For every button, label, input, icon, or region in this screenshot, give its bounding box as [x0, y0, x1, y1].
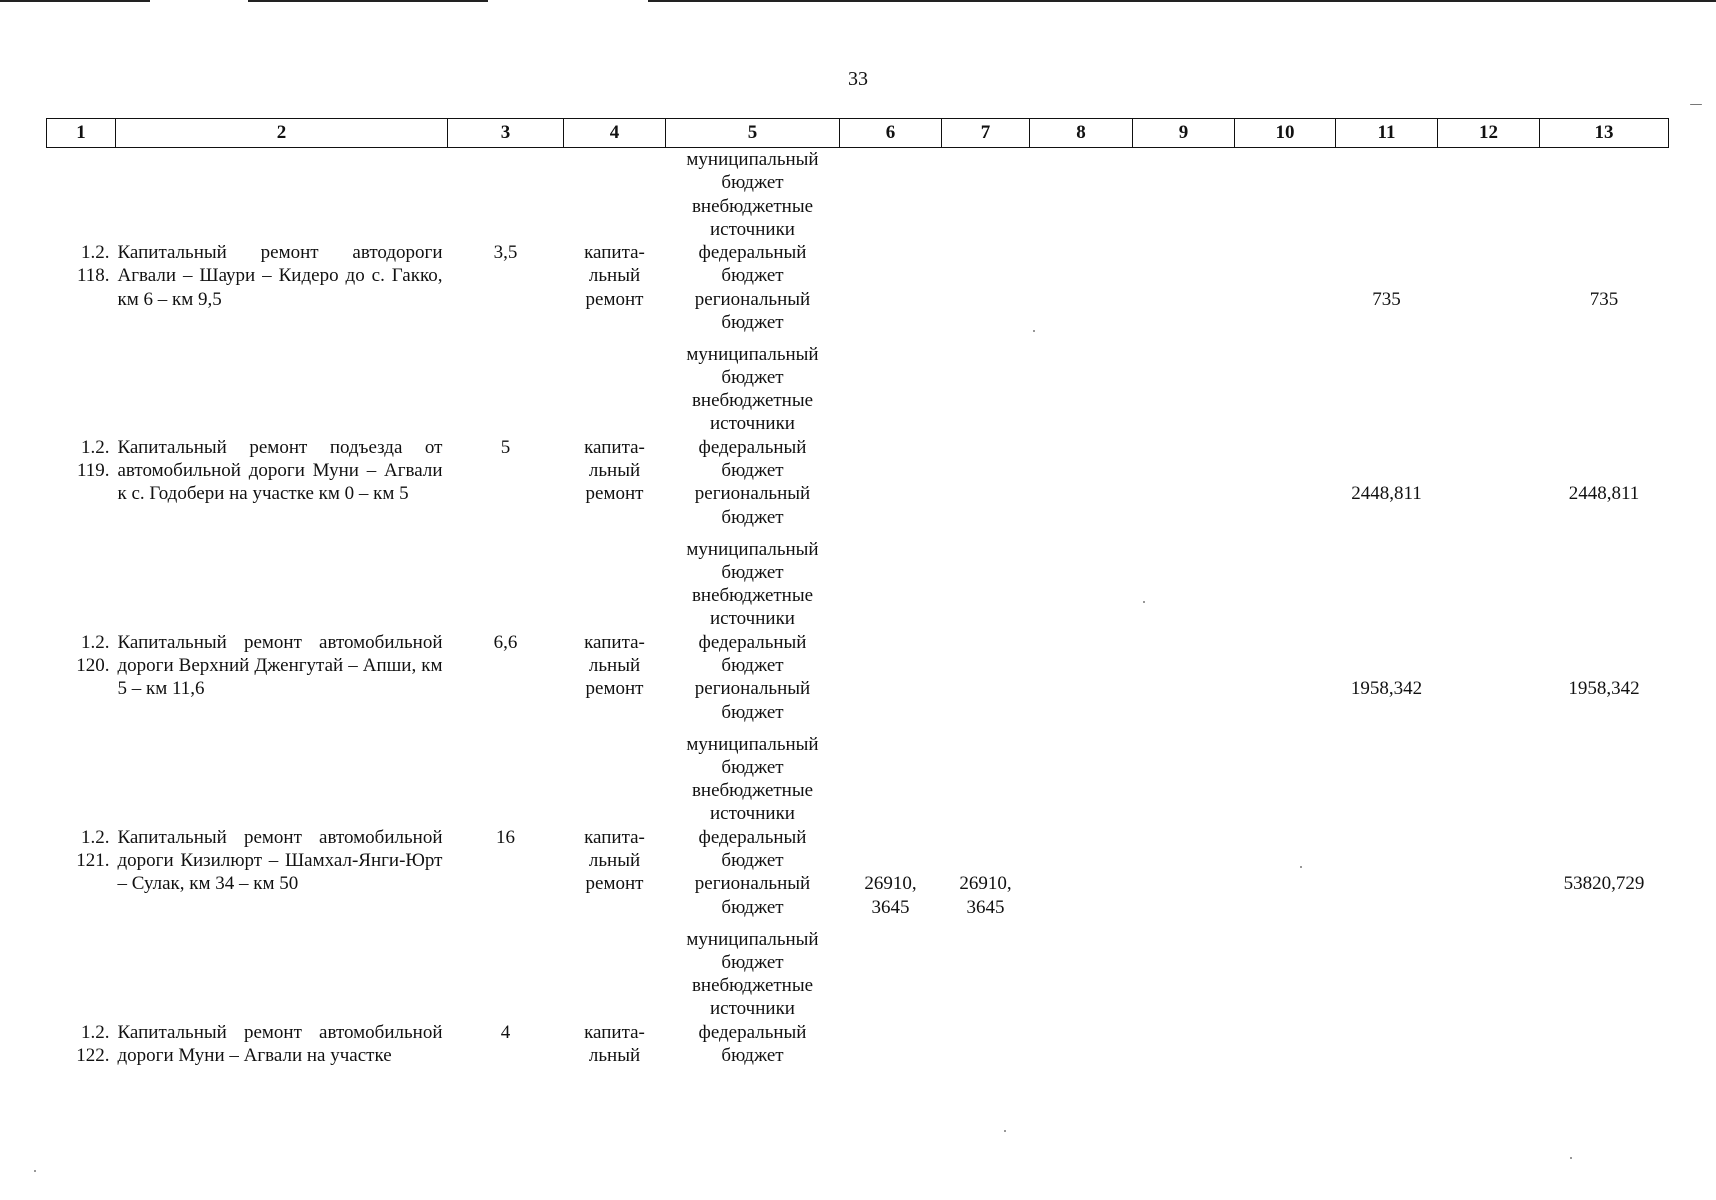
- funding-source-line: бюджет: [721, 265, 784, 287]
- funding-source-line: региональный: [694, 678, 811, 700]
- column-header: 8: [1030, 119, 1133, 148]
- empty-value-cell: [1235, 148, 1336, 343]
- funding-source-line: бюджет: [721, 459, 784, 481]
- funding-sources-cell: [666, 733, 840, 928]
- work-type-line: ремонт: [585, 678, 644, 700]
- work-type-line: льный: [588, 265, 641, 287]
- funding-sources-cell: [666, 148, 840, 343]
- length-cell: [448, 538, 564, 733]
- cell-spacer: [564, 148, 666, 241]
- funding-source-line: федеральный: [698, 1021, 807, 1043]
- empty-value-cell: [1438, 538, 1540, 733]
- empty-value-cell: [1133, 343, 1235, 538]
- empty-value-cell: [1235, 733, 1336, 928]
- object-name: Капитальный ремонт автодороги Агвали – Шаури – Кидеро до с. Гакко, км 6 – км 9,5: [117, 242, 443, 310]
- value-cell-c7: [942, 733, 1030, 928]
- cell-spacer: [564, 733, 666, 826]
- cell-spacer: [1336, 148, 1438, 288]
- empty-value-cell: [1133, 733, 1235, 928]
- empty-value-cell: [1235, 928, 1336, 1068]
- table-row: [47, 733, 1669, 928]
- funding-source-line: муниципальный: [686, 343, 819, 365]
- cell-spacer: [47, 538, 110, 631]
- row-number-cell: [47, 538, 116, 733]
- cell-spacer: [118, 928, 443, 1021]
- column-header: 10: [1235, 119, 1336, 148]
- row-number-cell: [47, 733, 116, 928]
- value-cell-c6: [840, 538, 942, 733]
- table-row: [47, 343, 1669, 538]
- funding-source-line: источники: [710, 608, 795, 630]
- row-number: 121.: [76, 849, 110, 871]
- funding-source-line: муниципальный: [686, 538, 819, 560]
- cell-spacer: [564, 928, 666, 1021]
- length-value: 4: [500, 1021, 511, 1043]
- length-value: 5: [500, 436, 511, 458]
- scan-speck: [34, 1170, 36, 1172]
- funding-source-line: внебюджетные: [691, 780, 814, 802]
- empty-value-cell: [1438, 733, 1540, 928]
- scan-speck: [1570, 1157, 1572, 1159]
- row-number: 120.: [76, 654, 110, 676]
- funding-source-line: внебюджетные: [691, 390, 814, 412]
- column-header: 9: [1133, 119, 1235, 148]
- funding-source-line: муниципальный: [686, 149, 819, 170]
- work-type-line: льный: [588, 654, 641, 676]
- funding-source-line: внебюджетные: [691, 585, 814, 607]
- cell-spacer: [1540, 733, 1669, 873]
- work-type-line: ремонт: [585, 483, 644, 505]
- funding-source-line: бюджет: [721, 506, 784, 528]
- funding-source-line: источники: [710, 803, 795, 825]
- empty-value-cell: [1030, 343, 1133, 538]
- scan-speck: [1690, 104, 1702, 105]
- column-header: 4: [564, 119, 666, 148]
- column-header: 11: [1336, 119, 1438, 148]
- length-cell: [448, 148, 564, 343]
- object-name: Капитальный ремонт автомобильной дороги Муни – Агвали на участке: [117, 1021, 443, 1066]
- funding-source-line: федеральный: [698, 436, 807, 458]
- object-name-cell: [116, 538, 448, 733]
- cell-spacer: [118, 343, 443, 436]
- work-type-line: льный: [588, 849, 641, 871]
- column-header: 12: [1438, 119, 1540, 148]
- row-number: 1.2.: [81, 1021, 110, 1043]
- funding-source-line: муниципальный: [686, 928, 819, 950]
- length-cell: [448, 343, 564, 538]
- value-cell-c11: [1336, 733, 1438, 928]
- work-type-cell: [564, 928, 666, 1068]
- value-cell-c6: [840, 148, 942, 343]
- scan-speck: [1143, 601, 1145, 603]
- table-body: [47, 148, 1669, 1068]
- empty-value-cell: [1235, 343, 1336, 538]
- column-header: 5: [666, 119, 840, 148]
- empty-value-cell: [1030, 928, 1133, 1068]
- page-number: 33: [848, 68, 868, 90]
- document-table: [46, 118, 1669, 1068]
- value-cell-c6: [840, 733, 942, 928]
- funding-source-line: бюджет: [721, 172, 784, 194]
- amount-value: 2448,811: [1568, 483, 1640, 505]
- work-type-line: ремонт: [585, 288, 644, 310]
- cell-spacer: [448, 343, 564, 436]
- funding-source-line: федеральный: [698, 631, 807, 653]
- funding-sources-cell: [666, 538, 840, 733]
- empty-value-cell: [1235, 538, 1336, 733]
- amount-value: 735: [1372, 288, 1401, 310]
- value-cell-c11: [1336, 538, 1438, 733]
- work-type-line: капита-: [584, 1021, 645, 1043]
- row-number: 118.: [76, 265, 110, 287]
- work-type-line: капита-: [584, 242, 645, 264]
- value-cell-c7: [942, 343, 1030, 538]
- amount-value: 2448,811: [1351, 483, 1422, 505]
- funding-source-line: бюджет: [721, 654, 784, 676]
- cell-spacer: [448, 928, 564, 1021]
- funding-source-line: региональный: [694, 873, 811, 895]
- table-row: [47, 148, 1669, 343]
- object-name: Капитальный ремонт автомобильной дороги Верхний Дженгутай – Апши, км 5 – км 11,6: [117, 631, 443, 700]
- object-name-cell: [116, 928, 448, 1068]
- length-value: 16: [496, 826, 515, 848]
- column-header: 3: [448, 119, 564, 148]
- work-type-line: капита-: [584, 631, 645, 653]
- cell-spacer: [448, 538, 564, 631]
- value-cell-c13: [1540, 538, 1669, 733]
- funding-source-line: бюджет: [721, 312, 784, 334]
- value-cell-c7: [942, 928, 1030, 1068]
- value-line: 26910,: [959, 873, 1012, 895]
- value-cell-c11: [1336, 343, 1438, 538]
- column-header: 6: [840, 119, 942, 148]
- funding-source-line: внебюджетные: [691, 195, 814, 217]
- amount-value: 735: [1589, 288, 1619, 310]
- cell-spacer: [118, 148, 443, 241]
- table-row: [47, 928, 1669, 1068]
- amount-value: 53820,729: [1563, 873, 1645, 895]
- cell-spacer: [118, 538, 443, 631]
- funding-source-line: бюджет: [721, 756, 784, 778]
- work-type-cell: [564, 343, 666, 538]
- column-header: 1: [47, 119, 116, 148]
- scan-speck: [1004, 1130, 1006, 1132]
- empty-value-cell: [1030, 148, 1133, 343]
- work-type-line: льный: [588, 1044, 641, 1066]
- value-cell-c11: [1336, 928, 1438, 1068]
- object-name: Капитальный ремонт подъезда от автомобильной дороги Муни – Агвали к с. Годобери на участке км 0 – км 5: [117, 436, 443, 505]
- cell-spacer: [1540, 538, 1669, 678]
- top-scan-edge: [248, 0, 488, 2]
- work-type-cell: [564, 538, 666, 733]
- funding-source-line: бюджет: [721, 951, 784, 973]
- length-value: 3,5: [493, 242, 518, 264]
- cell-spacer: [47, 928, 110, 1021]
- funding-source-line: бюджет: [721, 701, 784, 723]
- empty-value-cell: [1133, 148, 1235, 343]
- row-number: 119.: [76, 459, 110, 481]
- work-type-cell: [564, 733, 666, 928]
- top-scan-edge: [0, 0, 150, 2]
- column-header: 13: [1540, 119, 1669, 148]
- funding-source-line: источники: [710, 998, 795, 1020]
- amount-value: 1958,342: [1568, 678, 1640, 700]
- empty-value-cell: [1030, 538, 1133, 733]
- work-type-line: капита-: [584, 826, 645, 848]
- object-name-cell: [116, 343, 448, 538]
- scan-speck: [1033, 330, 1035, 332]
- funding-source-line: бюджет: [721, 896, 784, 918]
- work-type-line: ремонт: [585, 873, 644, 895]
- object-name: Капитальный ремонт автомобильной дороги Кизилюрт – Шамхал-Янги-Юрт – Сулак, км 34 – км 50: [117, 826, 443, 895]
- table-header-row: [47, 119, 1669, 148]
- cell-spacer: [47, 733, 110, 826]
- value-cell-c13: [1540, 343, 1669, 538]
- row-number-cell: [47, 928, 116, 1068]
- empty-value-cell: [1030, 733, 1133, 928]
- empty-value-cell: [1133, 538, 1235, 733]
- cell-spacer: [942, 733, 1030, 873]
- funding-source-line: источники: [710, 413, 795, 435]
- cell-spacer: [564, 343, 666, 436]
- empty-value-cell: [1438, 928, 1540, 1068]
- cell-spacer: [47, 343, 110, 436]
- empty-value-cell: [1133, 928, 1235, 1068]
- cell-spacer: [1336, 343, 1438, 483]
- cell-spacer: [448, 733, 564, 826]
- value-cell-c6: [840, 928, 942, 1068]
- table-row: [47, 538, 1669, 733]
- funding-source-line: муниципальный: [686, 733, 819, 755]
- length-value: 6,6: [493, 631, 518, 653]
- row-number: 1.2.: [81, 242, 110, 264]
- row-number: 1.2.: [81, 436, 110, 458]
- value-cell-c6: [840, 343, 942, 538]
- work-type-line: льный: [588, 459, 641, 481]
- cell-spacer: [1336, 538, 1438, 678]
- cell-spacer: [118, 733, 443, 826]
- document-table-container: [46, 118, 1668, 1068]
- row-number-cell: [47, 343, 116, 538]
- funding-source-line: источники: [710, 218, 795, 240]
- column-header: 7: [942, 119, 1030, 148]
- value-cell-c7: [942, 538, 1030, 733]
- value-cell-c13: [1540, 148, 1669, 343]
- value-line: 3645: [966, 896, 1005, 918]
- funding-source-line: бюджет: [721, 1044, 784, 1066]
- top-scan-edge: [648, 0, 1716, 2]
- row-number: 122.: [76, 1044, 110, 1066]
- length-cell: [448, 928, 564, 1068]
- funding-source-line: федеральный: [698, 242, 807, 264]
- row-number: 1.2.: [81, 631, 110, 653]
- row-number: 1.2.: [81, 826, 110, 848]
- funding-sources-cell: [666, 928, 840, 1068]
- funding-source-line: бюджет: [721, 366, 784, 388]
- value-cell-c13: [1540, 733, 1669, 928]
- funding-source-line: бюджет: [721, 561, 784, 583]
- funding-source-line: федеральный: [698, 826, 807, 848]
- cell-spacer: [1540, 148, 1669, 288]
- object-name-cell: [116, 148, 448, 343]
- funding-source-line: региональный: [694, 288, 811, 310]
- object-name-cell: [116, 733, 448, 928]
- column-header: 2: [116, 119, 448, 148]
- cell-spacer: [1540, 343, 1669, 483]
- value-cell-c11: [1336, 148, 1438, 343]
- value-cell-c7: [942, 148, 1030, 343]
- cell-spacer: [564, 538, 666, 631]
- work-type-line: капита-: [584, 436, 645, 458]
- empty-value-cell: [1438, 343, 1540, 538]
- funding-source-line: внебюджетные: [691, 975, 814, 997]
- work-type-cell: [564, 148, 666, 343]
- row-number-cell: [47, 148, 116, 343]
- value-line: 26910,: [864, 873, 917, 895]
- length-cell: [448, 733, 564, 928]
- value-line: 3645: [871, 896, 910, 918]
- amount-value: 1958,342: [1350, 678, 1423, 700]
- cell-spacer: [47, 148, 110, 241]
- cell-spacer: [448, 148, 564, 241]
- scan-speck: [1300, 866, 1302, 868]
- value-cell-c13: [1540, 928, 1669, 1068]
- funding-source-line: региональный: [694, 483, 811, 505]
- funding-sources-cell: [666, 343, 840, 538]
- funding-source-line: бюджет: [721, 849, 784, 871]
- cell-spacer: [840, 733, 942, 873]
- empty-value-cell: [1438, 148, 1540, 343]
